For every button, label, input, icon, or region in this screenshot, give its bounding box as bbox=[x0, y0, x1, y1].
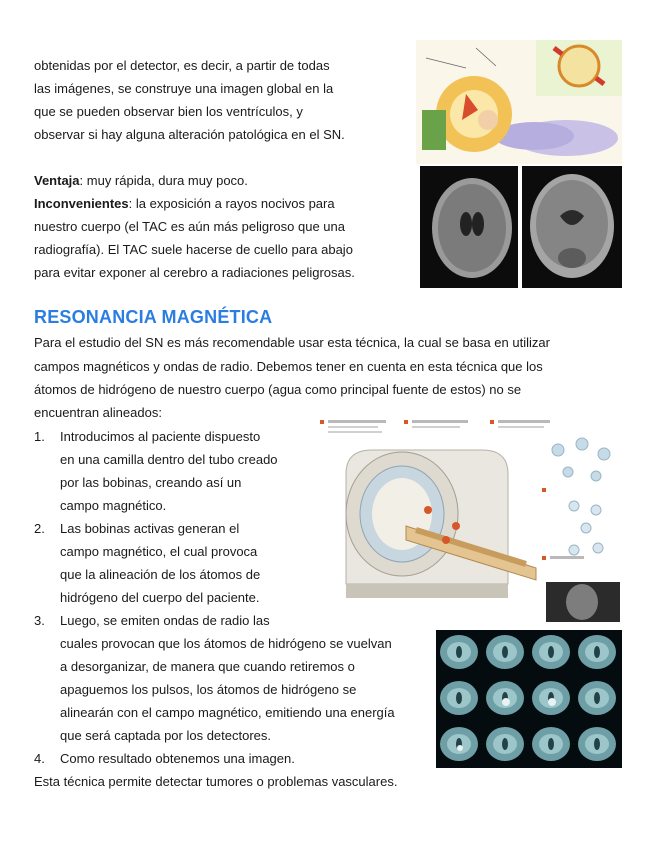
step-line: alinearán con el campo magnético, emitiendo una energía bbox=[60, 705, 395, 720]
ct-scanner-illustration bbox=[416, 40, 622, 164]
drawbacks-line: para evitar exponer al cerebro a radiaciones peligrosas. bbox=[34, 265, 355, 280]
step-number: 1. bbox=[34, 429, 45, 444]
step-line: por las bobinas, creando así un bbox=[60, 475, 242, 490]
section-intro-line: átomos de hidrógeno de nuestro cuerpo (agua como principal fuente de estos) no se bbox=[34, 382, 522, 397]
intro-line: obtenidas por el detector, es decir, a partir de todas bbox=[34, 58, 330, 73]
intro-line: las imágenes, se construye una imagen global en la bbox=[34, 81, 334, 96]
step-line: campo magnético, el cual provoca bbox=[60, 544, 258, 559]
intro-line: que se pueden observar bien los ventrículos, y bbox=[34, 104, 303, 119]
step-line: en una camilla dentro del tubo creado bbox=[60, 452, 278, 467]
mri-machine-diagram bbox=[306, 414, 626, 624]
step-line: Como resultado obtenemos una imagen. bbox=[60, 751, 295, 766]
section-intro-line: campos magnéticos y ondas de radio. Debemos tener en cuenta en esta técnica que los bbox=[34, 359, 543, 374]
step-line: campo magnético. bbox=[60, 498, 167, 513]
section-intro-line: Para el estudio del SN es más recomendable usar esta técnica, la cual se basa en utilizar bbox=[34, 335, 550, 350]
step-line: Introducimos al paciente dispuesto bbox=[60, 429, 261, 444]
drawbacks-text: : la exposición a rayos nocivos para bbox=[128, 196, 335, 211]
closing-line: Esta técnica permite detectar tumores o problemas vasculares. bbox=[34, 774, 398, 789]
step-number: 3. bbox=[34, 613, 45, 628]
step-line: que será captada por los detectores. bbox=[60, 728, 272, 743]
drawbacks-label: Inconvenientes bbox=[34, 196, 129, 211]
advantage-line bbox=[34, 169, 248, 192]
step-line: a desorganizar, de manera que cuando retiremos o bbox=[60, 659, 355, 674]
step-line: hidrógeno del cuerpo del paciente. bbox=[60, 590, 260, 605]
drawbacks-line bbox=[34, 192, 335, 215]
section-intro-line: encuentran alineados: bbox=[34, 405, 162, 420]
step-line: apaguemos los pulsos, los átomos de hidrógeno se bbox=[60, 682, 357, 697]
step-number: 4. bbox=[34, 751, 45, 766]
ct-brain-scans bbox=[420, 166, 622, 288]
drawbacks-line: nuestro cuerpo (el TAC es aún más peligroso que una bbox=[34, 219, 345, 234]
step-number: 2. bbox=[34, 521, 45, 536]
step-line: cuales provocan que los átomos de hidrógeno se vuelvan bbox=[60, 636, 392, 651]
step-line: que la alineación de los átomos de bbox=[60, 567, 261, 582]
advantage-label: Ventaja bbox=[34, 173, 80, 188]
drawbacks-line: radiografía). El TAC suele hacerse de cuello para abajo bbox=[34, 242, 353, 257]
step-line: Luego, se emiten ondas de radio las bbox=[60, 613, 270, 628]
advantage-text: : muy rápida, dura muy poco. bbox=[79, 173, 248, 188]
step-line: Las bobinas activas generan el bbox=[60, 521, 240, 536]
intro-line: observar si hay alguna alteración patológica en el SN. bbox=[34, 127, 345, 142]
section-title: RESONANCIA MAGNÉTICA bbox=[34, 307, 273, 327]
mri-brain-scan-grid bbox=[436, 630, 622, 768]
